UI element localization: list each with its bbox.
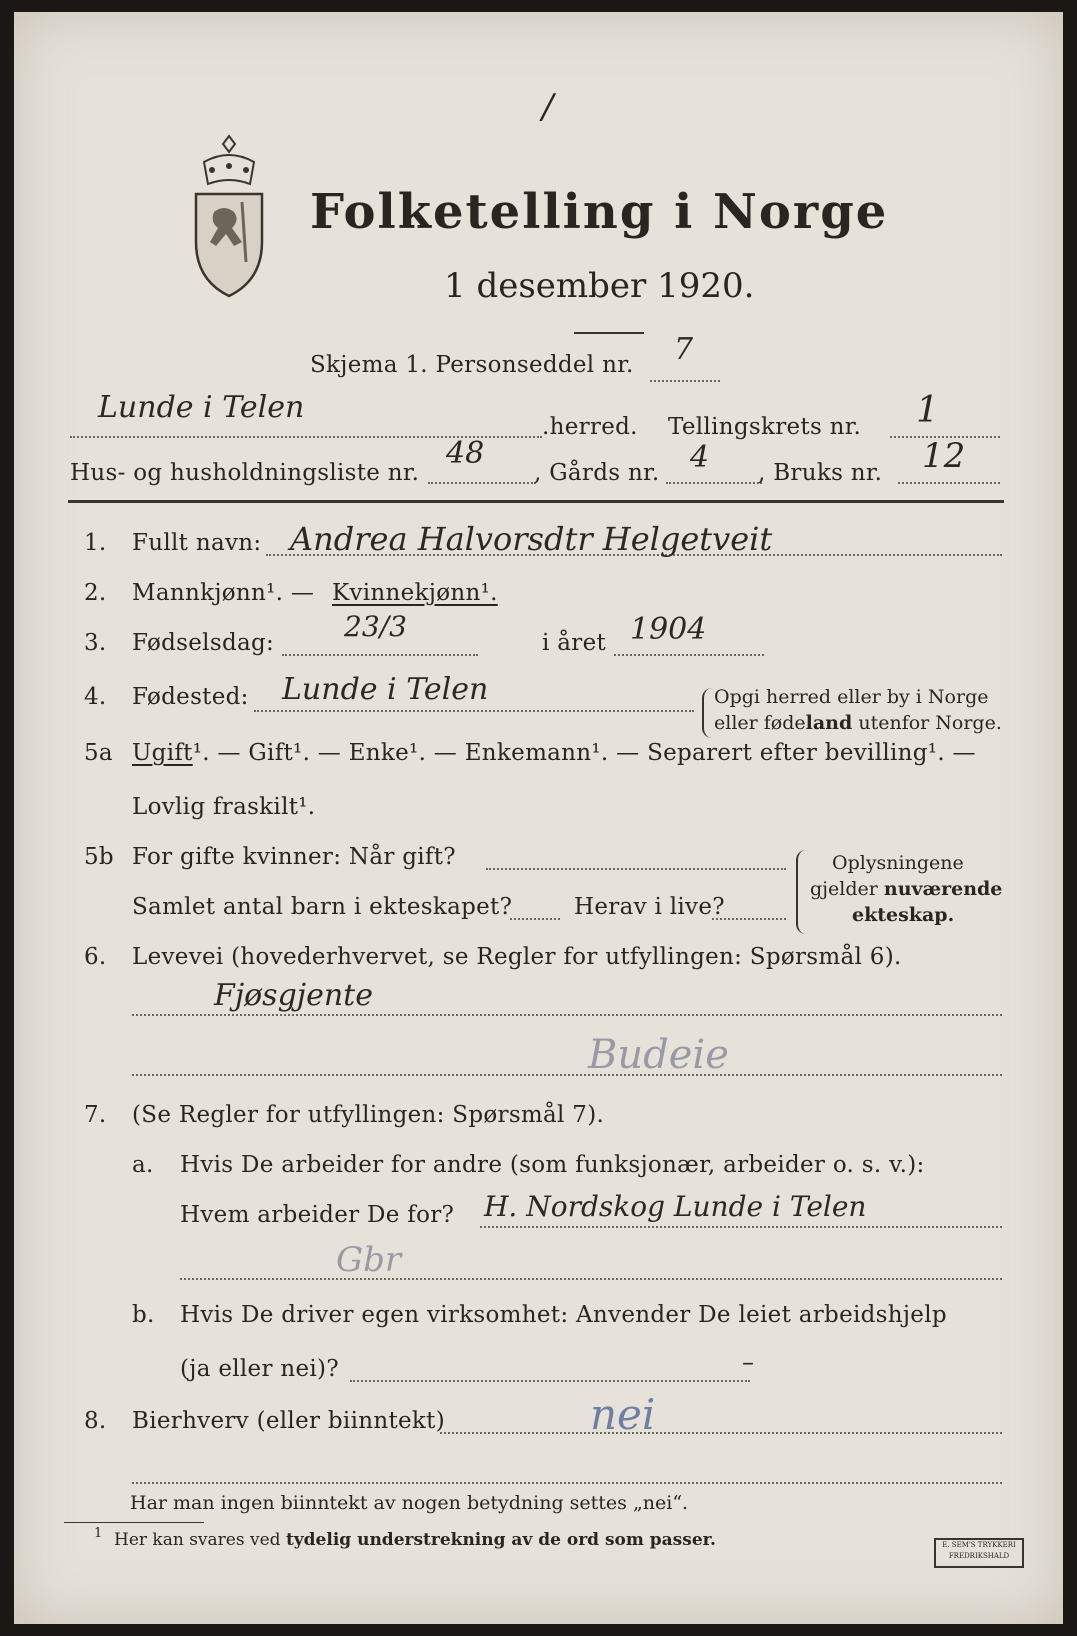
birth-year-value: 1904	[630, 612, 707, 647]
header-divider	[68, 500, 1004, 503]
birth-date-value: 23/3	[344, 610, 407, 643]
employer-code-annotation: Gbr	[336, 1240, 402, 1280]
gards-value: 4	[690, 440, 710, 475]
q3-year-label: i året	[542, 630, 607, 656]
husholdningsliste-label: Hus- og husholdningsliste nr.	[70, 460, 420, 486]
footnote-rule	[64, 1522, 204, 1523]
coat-of-arms-icon	[182, 132, 276, 302]
q6-line2	[132, 1074, 1002, 1076]
q4-number: 4.	[84, 684, 107, 710]
q4-note-text-a: eller føde	[714, 712, 806, 734]
occupation-code-annotation: Budeie	[588, 1032, 729, 1078]
census-form-page	[14, 12, 1063, 1624]
bruks-value: 12	[922, 436, 966, 476]
q8-label: Bierhverv (eller biinntekt)	[132, 1408, 445, 1434]
q8-line2	[132, 1482, 1002, 1484]
q6-label: Levevei (hovederhvervet, se Regler for utfyllingen: Spørsmål 6).	[132, 944, 902, 970]
q3-label: Fødselsdag:	[132, 630, 275, 656]
q5b-number: 5b	[84, 844, 114, 870]
q8-number: 8.	[84, 1408, 107, 1434]
q2-male-option: Mannkjønn¹. —	[132, 580, 315, 606]
footnote-text	[114, 1530, 716, 1550]
q5b-alive-line	[712, 918, 786, 920]
schema-label: Skjema 1. Personseddel nr.	[310, 352, 634, 378]
q7b-line1: Hvis De driver egen virksomhet: Anvender De leiet arbeidshjelp	[180, 1302, 947, 1328]
q5b-note-line3: ekteskap.	[852, 904, 955, 926]
q4-label: Fødested:	[132, 684, 249, 710]
census-date: 1 desember 1920.	[444, 266, 755, 306]
q5b-children-label: Samlet antal barn i ekteskapet?	[132, 894, 513, 920]
q7a-line1: Hvis De arbeider for andre (som funksjonær, arbeider o. s. v.):	[180, 1152, 925, 1178]
footnote-text-bold: tydelig understrekning av de ord som passer.	[285, 1530, 716, 1550]
q5b-note-bold: nuværende	[883, 878, 1003, 900]
printer-name: E. SEM'S TRYKKERI	[942, 1541, 1016, 1549]
q5b-children-line	[510, 918, 560, 920]
q5b-line1: For gifte kvinner: Når gift?	[132, 844, 456, 870]
employer-value: H. Nordskog Lunde i Telen	[484, 1190, 867, 1223]
q1-number: 1.	[84, 530, 107, 556]
q1-label: Fullt navn:	[132, 530, 262, 556]
q7b-line2: (ja eller nei)?	[180, 1356, 339, 1382]
full-name-value: Andrea Halvorsdtr Helgetveit	[290, 520, 773, 558]
q8-line	[440, 1432, 1002, 1434]
q5a-line2: Lovlig fraskilt¹.	[132, 794, 316, 820]
printer-mark	[934, 1538, 1024, 1568]
q3-date-line	[282, 654, 478, 656]
q7-number: 7.	[84, 1102, 107, 1128]
q3-year-line	[614, 654, 764, 656]
herred-value: Lunde i Telen	[98, 390, 305, 425]
personseddel-nr-value: 7	[674, 332, 694, 367]
q7b-value: –	[742, 1348, 754, 1376]
q5a-ugift-underlined: Ugift	[132, 740, 193, 766]
q6-number: 6.	[84, 944, 107, 970]
q5a-other-options: ¹. — Gift¹. — Enke¹. — Enkemann¹. — Separert efter bevilling¹. —	[192, 740, 976, 766]
page-title: Folketelling i Norge	[310, 184, 889, 240]
handwritten-mark: /	[542, 87, 554, 127]
q3-number: 3.	[84, 630, 107, 656]
q2-number: 2.	[84, 580, 107, 606]
printer-city: FREDRIKSHALD	[948, 1552, 1010, 1560]
tellingskrets-label: Tellingskrets nr.	[668, 414, 862, 440]
q5b-alive-label: Herav i live?	[574, 894, 725, 920]
footnote-text-plain: Her kan svares ved	[114, 1530, 286, 1550]
footnote-number: 1	[94, 1526, 103, 1541]
q5b-note-line1: Oplysningene	[832, 852, 964, 874]
gards-label: , Gårds nr.	[534, 460, 660, 486]
q4-note-line2	[714, 712, 1002, 734]
q7b-letter: b.	[132, 1302, 155, 1328]
q5b-married-line	[486, 868, 786, 870]
tellingskrets-value: 1	[916, 390, 939, 431]
q5a-options	[132, 740, 976, 766]
q4-note-line1: Opgi herred eller by i Norge	[714, 686, 989, 708]
title-divider	[574, 332, 644, 334]
q5b-note-line2	[810, 878, 1002, 900]
q7b-line	[350, 1380, 750, 1382]
q4-note-text-bold: land	[805, 712, 853, 734]
q7a-employer-line	[480, 1226, 1002, 1228]
q5b-brace	[796, 850, 806, 934]
q4-line	[254, 710, 694, 712]
q5b-note-text: gjelder	[810, 878, 884, 900]
bruks-label: , Bruks nr.	[758, 460, 883, 486]
q4-note-text-c: utenfor Norge.	[852, 712, 1002, 734]
husholdningsliste-value: 48	[446, 436, 485, 471]
q5a-number: 5a	[84, 740, 113, 766]
husholdningsliste-line	[428, 482, 536, 484]
birthplace-value: Lunde i Telen	[282, 672, 489, 707]
gards-line	[666, 482, 762, 484]
side-income-value: nei	[590, 1390, 656, 1439]
schema-nr-line	[650, 380, 720, 382]
q7a-line3	[180, 1278, 1002, 1280]
occupation-value: Fjøsgjente	[214, 978, 373, 1013]
herred-label: .herred.	[542, 414, 638, 440]
q2-female-option-underlined: Kvinnekjønn¹.	[332, 580, 498, 606]
q6-line1	[132, 1014, 1002, 1016]
q7a-line2: Hvem arbeider De for?	[180, 1202, 455, 1228]
q7a-letter: a.	[132, 1152, 154, 1178]
q4-brace	[702, 688, 712, 738]
footer-note: Har man ingen biinntekt av nogen betydning settes „nei“.	[130, 1492, 689, 1514]
q7-label: (Se Regler for utfyllingen: Spørsmål 7).	[132, 1102, 605, 1128]
bruks-line	[898, 482, 1000, 484]
